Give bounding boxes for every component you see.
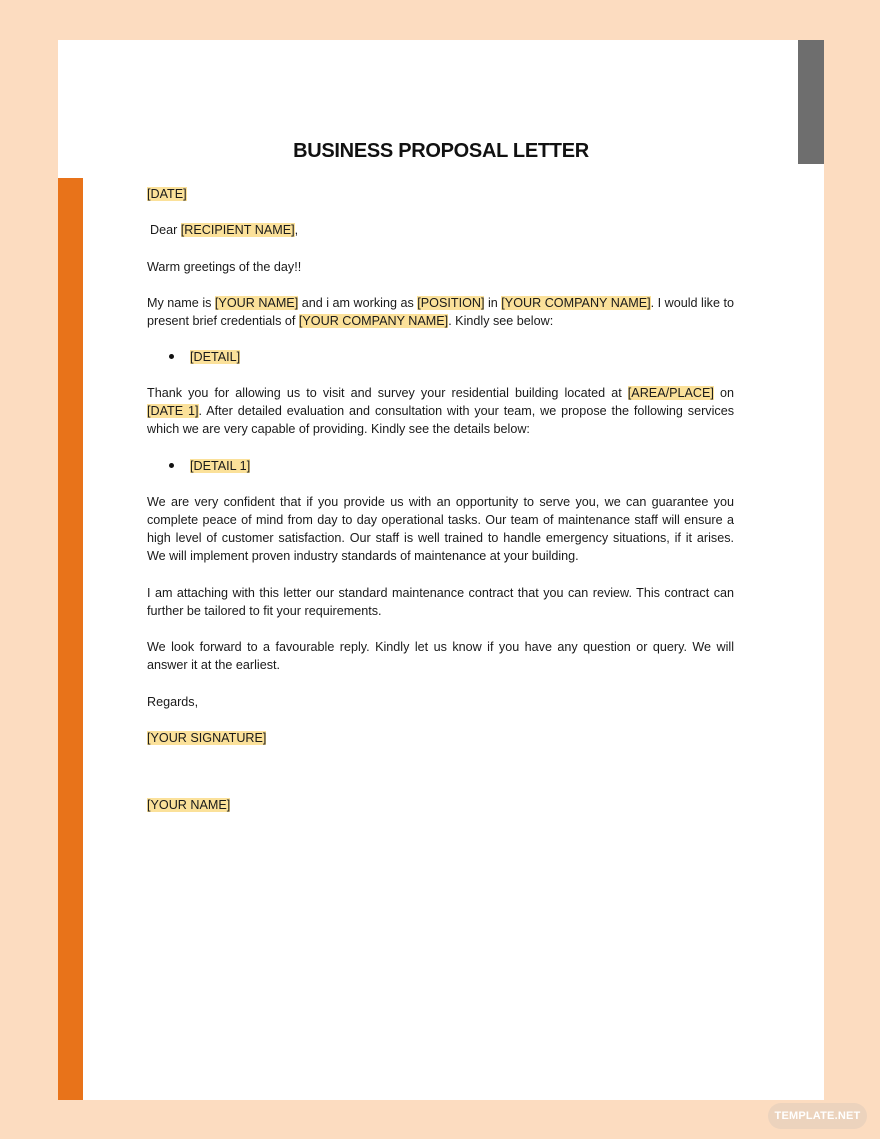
forward-paragraph: We look forward to a favourable reply. Kindly let us know if you have any question or query. We will answer it at the earliest. bbox=[147, 640, 734, 672]
bullet-dot bbox=[169, 463, 174, 468]
signature-placeholder: [YOUR SIGNATURE] bbox=[147, 731, 267, 745]
bullet-item bbox=[169, 348, 240, 366]
position-placeholder: [POSITION] bbox=[417, 296, 485, 310]
document-page bbox=[58, 40, 824, 1100]
name-placeholder: [YOUR NAME] bbox=[147, 798, 231, 812]
date-placeholder: [DATE] bbox=[147, 187, 187, 201]
regards-line: Regards, bbox=[147, 695, 199, 709]
orange-accent-bar bbox=[58, 178, 83, 1100]
area-placeholder: [AREA/PLACE] bbox=[627, 386, 714, 400]
survey-paragraph: Thank you for allowing us to visit and survey your residential building located at [AREA/PLACE] on [DATE 1]. After detailed evaluation and consultation with your team, we propose the following services which we are very capable of providing. Kindly see the details below: bbox=[147, 386, 734, 436]
recipient-placeholder: [RECIPIENT NAME] bbox=[180, 223, 295, 237]
confident-paragraph: We are very confident that if you provide us with an opportunity to serve you, we can guarantee you complete peace of mind from day to day operational tasks. Our team of maintenance staff will ensure a high level of customer satisfaction. Our staff is well trained to handle emergency situations, if it arises. We will implement proven industry standards of maintenance at your building. bbox=[147, 495, 734, 563]
bullet-item bbox=[169, 457, 250, 475]
attach-paragraph: I am attaching with this letter our standard maintenance contract that you can review. This contract can further be tailored to fit your requirements. bbox=[147, 586, 734, 618]
document-title: BUSINESS PROPOSAL LETTER bbox=[293, 140, 589, 162]
greeting-line: Dear [RECIPIENT NAME], bbox=[150, 223, 299, 237]
date-line bbox=[147, 185, 734, 203]
template-net-watermark: TEMPLATE.NET bbox=[768, 1103, 867, 1129]
intro-paragraph: My name is [YOUR NAME] and i am working as [POSITION] in [YOUR COMPANY NAME]. I would like to present brief credentials of [YOUR COMPANY NAME]. Kindly see below: bbox=[147, 296, 734, 328]
warm-greeting: Warm greetings of the day!! bbox=[147, 260, 302, 274]
name-line bbox=[147, 796, 734, 814]
bullet-dot bbox=[169, 354, 174, 359]
your-name-placeholder: [YOUR NAME] bbox=[214, 296, 299, 310]
company-placeholder-2: [YOUR COMPANY NAME] bbox=[298, 314, 449, 328]
date1-placeholder: [DATE 1] bbox=[147, 404, 199, 418]
signature-line bbox=[147, 729, 734, 747]
company-placeholder: [YOUR COMPANY NAME] bbox=[501, 296, 651, 310]
detail-placeholder: [DETAIL] bbox=[190, 350, 241, 364]
detail1-placeholder: [DETAIL 1] bbox=[190, 459, 251, 473]
